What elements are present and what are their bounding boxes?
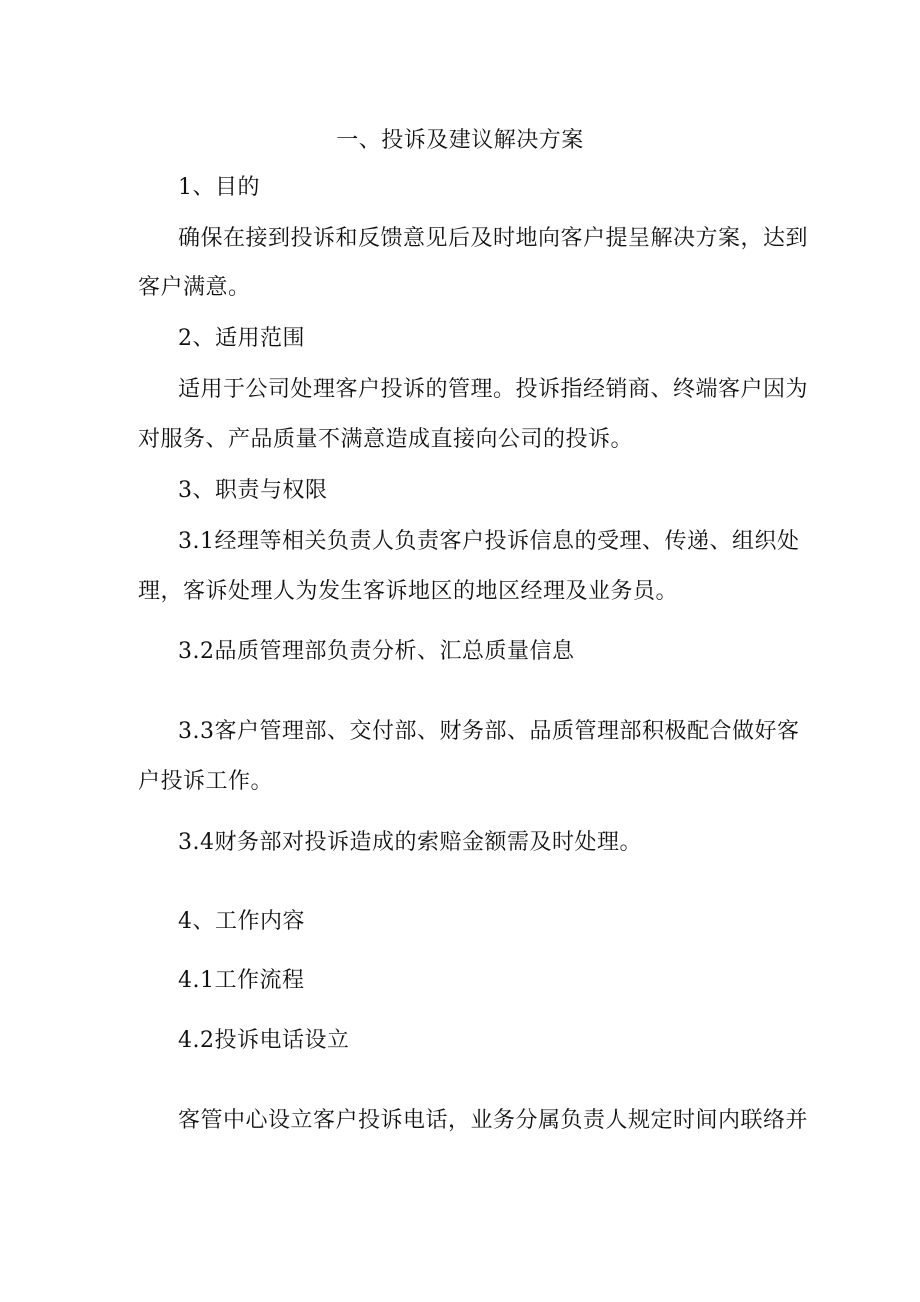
section-3-2: 3.2品质管理部负责分析、汇总质量信息 (178, 639, 575, 664)
section-4-2: 4.2投诉电话设立 (178, 1028, 350, 1053)
section-3-1-line-1: 3.1经理等相关负责人负责客户投诉信息的受理、传递、组织处 (178, 529, 800, 554)
section-3-heading: 3、职责与权限 (178, 478, 328, 503)
section-2-body-line-2: 对服务、产品质量不满意造成直接向公司的投诉。 (138, 427, 634, 452)
document-title: 一、投诉及建议解决方案 (336, 128, 584, 153)
section-3-3-line-2: 户投诉工作。 (138, 769, 274, 794)
section-4-heading: 4、工作内容 (178, 909, 305, 934)
section-4-1: 4.1工作流程 (178, 968, 305, 993)
section-1-body-line-2: 客户满意。 (138, 275, 251, 300)
section-1-body-line-1: 确保在接到投诉和反馈意见后及时地向客户提呈解决方案，达到 (178, 226, 809, 251)
section-3-1-line-2: 理，客诉处理人为发生客诉地区的地区经理及业务员。 (138, 579, 679, 604)
section-3-4: 3.4财务部对投诉造成的索赔金额需及时处理。 (178, 830, 642, 855)
section-1-heading: 1、目的 (178, 175, 260, 200)
section-3-3-line-1: 3.3客户管理部、交付部、财务部、品质管理部积极配合做好客 (178, 719, 800, 744)
section-2-body-line-1: 适用于公司处理客户投诉的管理。投诉指经销商、终端客户因为 (178, 377, 809, 402)
section-4-2-body-line-1: 客管中心设立客户投诉电话，业务分属负责人规定时间内联络并 (178, 1108, 809, 1133)
section-2-heading: 2、适用范围 (178, 326, 305, 351)
